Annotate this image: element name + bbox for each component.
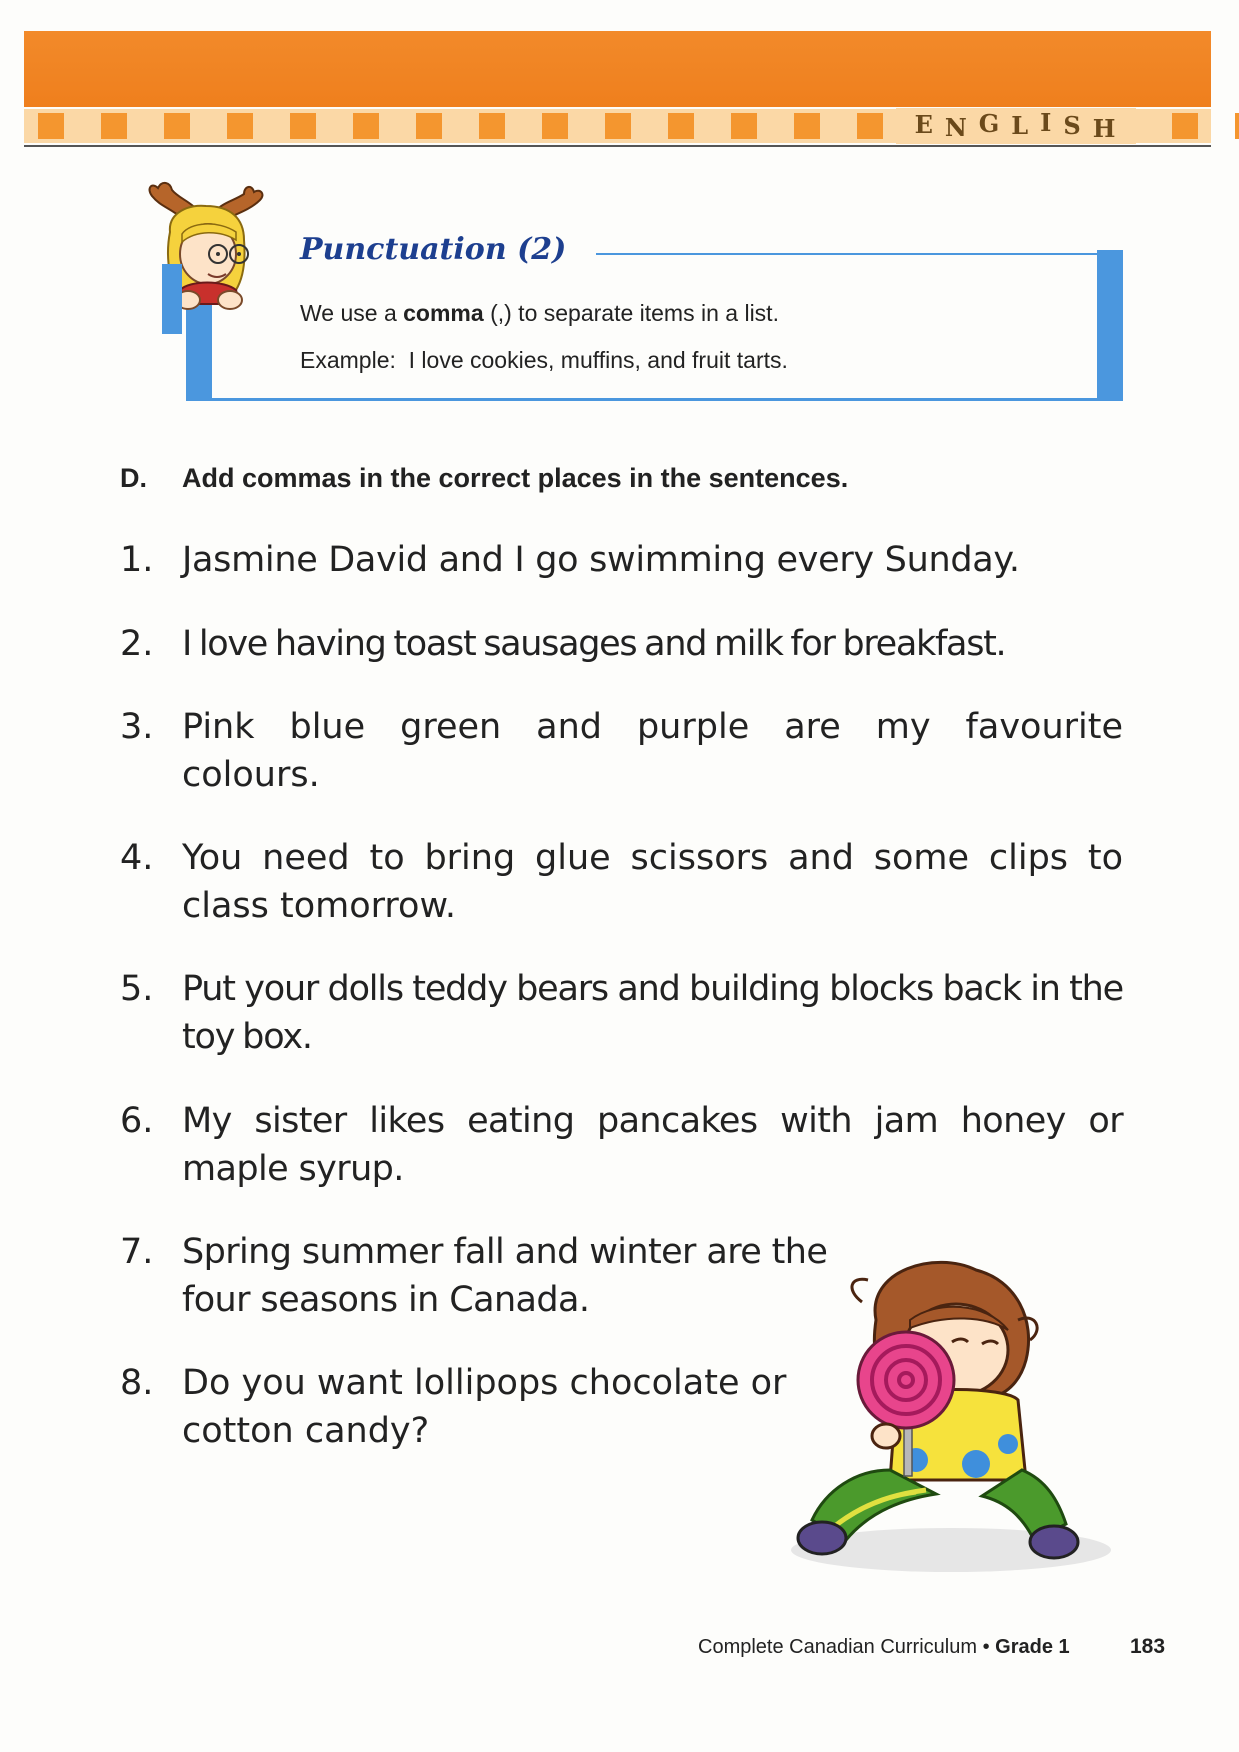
page-number: 183 — [1130, 1635, 1166, 1658]
question-number: 2. — [120, 624, 154, 664]
question-number: 1. — [120, 540, 154, 580]
instruction-text: Add commas in the correct places in the sentences. — [182, 463, 849, 493]
question-text: I love having toast sausages and milk for breakfast. — [182, 624, 1006, 664]
question-text: Spring summer fall and winter are the four seasons in Canada. — [182, 1232, 828, 1320]
subject-letter: E — [914, 109, 935, 139]
book-name: Complete Canadian Curriculum — [698, 1636, 978, 1658]
rule-keyword: comma — [403, 300, 484, 326]
question-number: 6. — [120, 1101, 154, 1141]
info-rule-text — [300, 300, 779, 327]
rule-text-end: (,) to separate items in a list. — [483, 300, 779, 326]
subject-label — [896, 108, 1136, 144]
grade-label: Grade 1 — [995, 1636, 1070, 1658]
question-text: My sister likes eating pancakes with jam honey or maple syrup. — [182, 1101, 1123, 1189]
question-number: 3. — [120, 707, 154, 747]
subject-letter: N — [944, 112, 969, 142]
exercise-letter: D. — [120, 463, 147, 493]
subject-letter: I — [1040, 107, 1054, 137]
question-text: Do you want lollipops chocolate or cotton candy? — [182, 1363, 787, 1451]
rule-text-start: We use a — [300, 300, 404, 326]
info-title: Punctuation (2) — [300, 232, 567, 267]
question-text: You need to bring glue scissors and some clips to class tomorrow. — [182, 838, 1123, 926]
question-number: 8. — [120, 1363, 154, 1403]
question-item — [120, 1359, 840, 1455]
question-item — [120, 834, 1123, 930]
footer-book-title — [698, 1636, 1070, 1659]
question-number: 4. — [120, 838, 154, 878]
info-example-text: Example: I love cookies, muffins, and fruit tarts. — [300, 347, 788, 373]
subject-letter: L — [1011, 110, 1031, 140]
question-text: Put your dolls teddy bears and building blocks back in the toy box. — [182, 969, 1123, 1057]
question-text: Jasmine David and I go swimming every Sunday. — [182, 540, 1020, 580]
subject-letter: S — [1063, 110, 1083, 140]
question-text: Pink blue green and purple are my favourite colours. — [182, 707, 1123, 795]
question-item — [120, 536, 1123, 584]
question-item — [120, 703, 1123, 799]
header-banner — [24, 31, 1211, 107]
subject-letter: G — [978, 108, 1002, 138]
question-item — [120, 1097, 1123, 1193]
info-title-rule — [596, 253, 1098, 255]
question-number: 5. — [120, 969, 154, 1009]
girl-with-lollipop-icon — [786, 1250, 1116, 1580]
subject-letter: H — [1092, 113, 1118, 143]
question-item — [120, 965, 1123, 1061]
header-rule — [24, 145, 1211, 147]
question-number: 7. — [120, 1232, 154, 1272]
moose-girl-mascot-icon — [140, 172, 270, 332]
exercise-instruction — [120, 463, 848, 494]
question-item — [120, 1228, 900, 1324]
question-item — [120, 620, 1123, 668]
footer-bullet: • — [982, 1636, 990, 1658]
